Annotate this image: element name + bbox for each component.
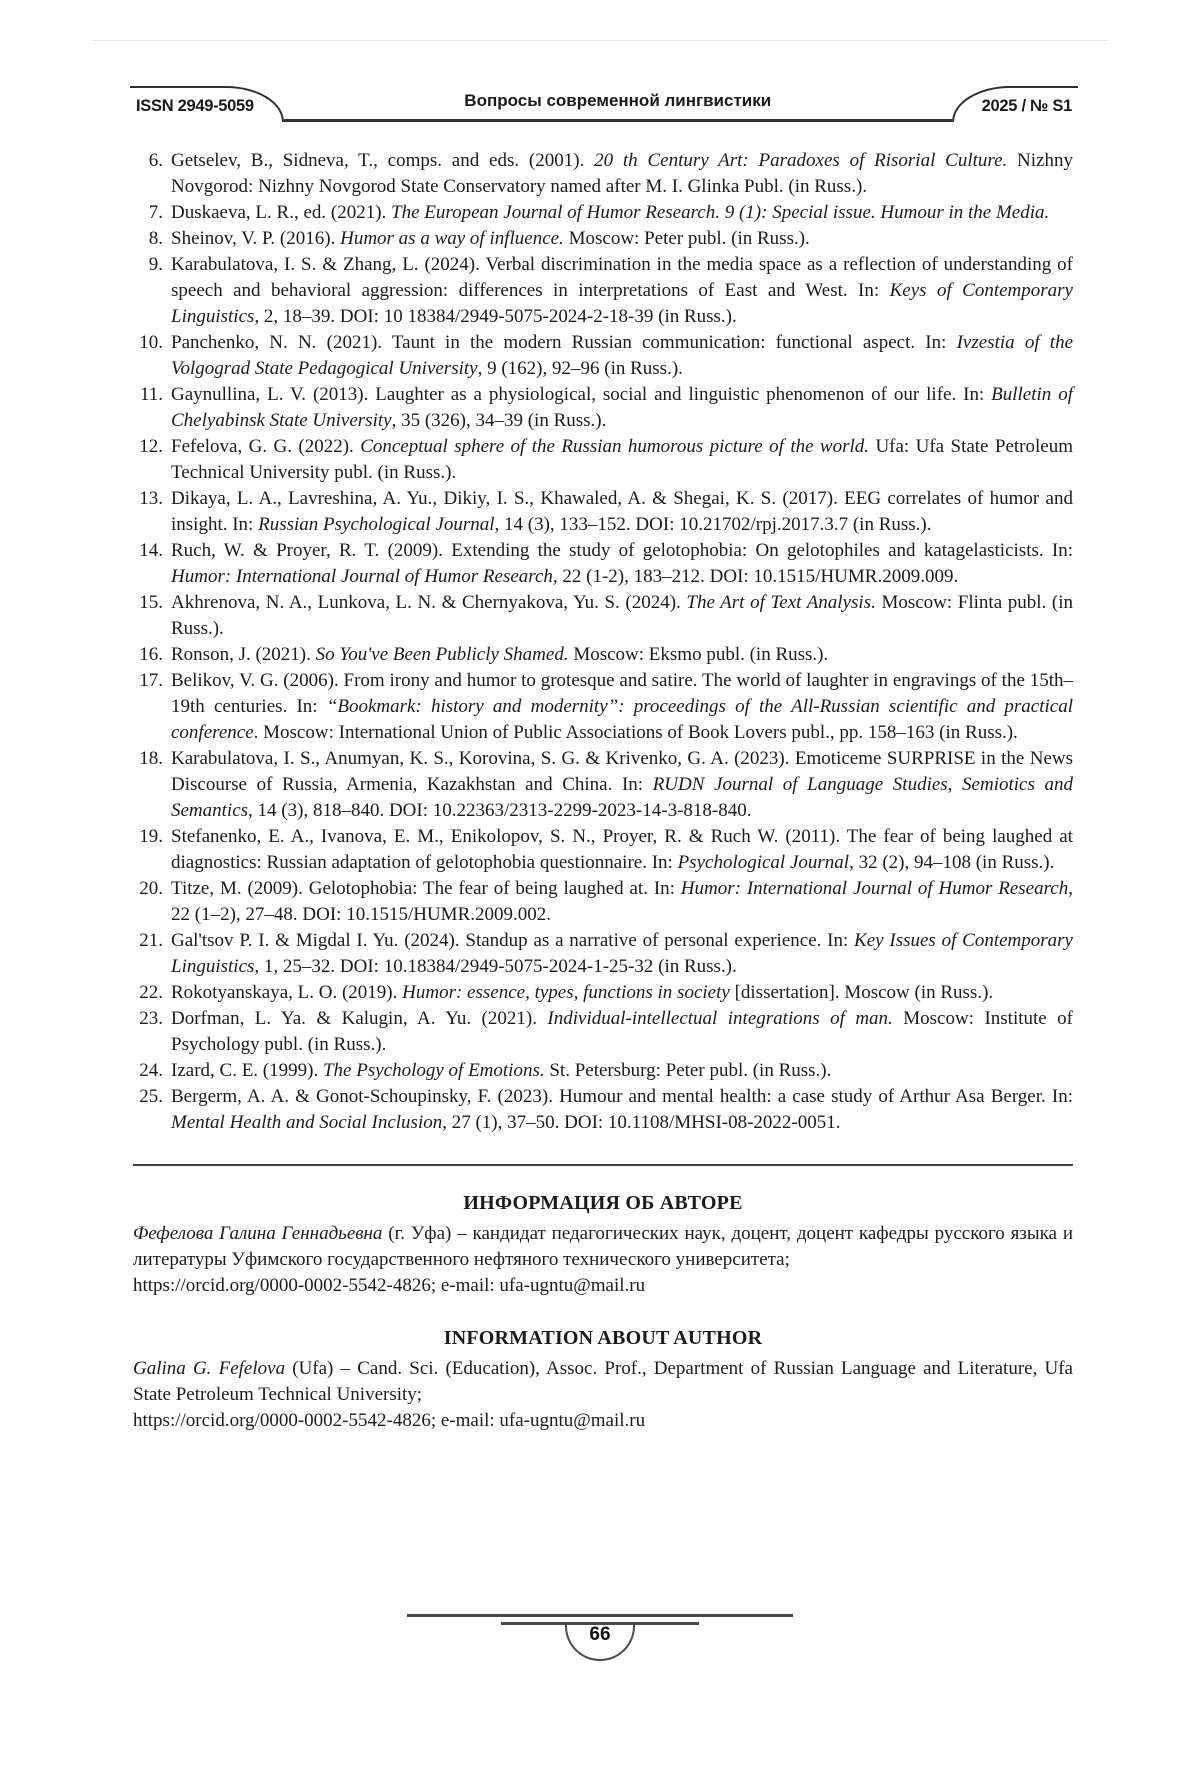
reference-number: 22. bbox=[139, 982, 163, 1003]
page-header bbox=[130, 86, 1078, 122]
reference-text: Bergerm, A. A. & Gonot-Schoupinsky, F. (2023). Humour and mental health: a case study of Arthur Asa Berger. In: Mental Health and Social Inclusion, 27 (1), 37–50. DOI: 10.1108/MHSI-08-2022-0051. bbox=[171, 1086, 1073, 1133]
reference-text: Fefelova, G. G. (2022). Conceptual sphere of the Russian humorous picture of the world. Ufa: Ufa State Petroleum Technical University publ. (in Russ.). bbox=[171, 436, 1073, 483]
reference-number: 11. bbox=[139, 384, 163, 405]
reference-number: 25. bbox=[139, 1086, 163, 1107]
journal-title: Вопросы современной лингвистики bbox=[464, 90, 772, 110]
page-edge-line bbox=[92, 40, 1108, 41]
reference-number: 20. bbox=[139, 878, 163, 899]
reference-text: Akhrenova, N. A., Lunkova, L. N. & Chernyakova, Yu. S. (2024). The Art of Text Analysis. Moscow: Flinta publ. (in Russ.). bbox=[171, 592, 1073, 639]
reference-item bbox=[133, 486, 1073, 538]
footer-line-long bbox=[407, 1614, 793, 1617]
reference-number: 23. bbox=[139, 1008, 163, 1029]
reference-number: 12. bbox=[139, 436, 163, 457]
reference-item bbox=[133, 876, 1073, 928]
reference-text: Karabulatova, I. S. & Zhang, L. (2024). Verbal discrimination in the media space as a reflection of understanding of speech and behavioral aggression: differences in interpretations of East and West. In: Keys of Contemporary Linguistics, 2, 18–39. DOI: 10 18384/2949-5075-2024-2-18-39 (in Russ.). bbox=[171, 254, 1073, 327]
reference-item bbox=[133, 148, 1073, 200]
reference-item bbox=[133, 980, 1073, 1006]
reference-item bbox=[133, 434, 1073, 486]
reference-number: 24. bbox=[139, 1060, 163, 1081]
reference-item bbox=[133, 746, 1073, 824]
author-info-ru-heading: ИНФОРМАЦИЯ ОБ АВТОРЕ bbox=[463, 1192, 743, 1214]
issn-label: ISSN 2949-5059 bbox=[136, 96, 254, 115]
page-footer bbox=[0, 1614, 1200, 1661]
issue-tab bbox=[952, 86, 1078, 122]
reference-item bbox=[133, 1058, 1073, 1084]
reference-item bbox=[133, 668, 1073, 746]
reference-item bbox=[133, 1084, 1073, 1136]
reference-text: Titze, M. (2009). Gelotophobia: The fear of being laughed at. In: Humor: International Journal of Humor Research, 22 (1–2), 27–48. DOI: 10.1515/HUMR.2009.002. bbox=[171, 878, 1073, 925]
reference-item bbox=[133, 200, 1073, 226]
reference-text: Stefanenko, E. A., Ivanova, E. M., Enikolopov, S. N., Proyer, R. & Ruch W. (2011). The fear of being laughed at diagnostics: Russian adaptation of gelotophobia questionnaire. In: Psychological Journal, 32 (2), 94–108 (in Russ.). bbox=[171, 826, 1073, 873]
author-info-en bbox=[133, 1325, 1073, 1434]
reference-number: 8. bbox=[148, 228, 163, 249]
reference-text: Dorfman, L. Ya. & Kalugin, A. Yu. (2021). Individual-intellectual integrations of man. Moscow: Institute of Psychology publ. (in Russ.). bbox=[171, 1008, 1074, 1055]
reference-number: 16. bbox=[139, 644, 163, 665]
reference-text: Gaynullina, L. V. (2013). Laughter as a physiological, social and linguistic phenomenon of our life. In: Bulletin of Chelyabinsk State University, 35 (326), 34–39 (in Russ.). bbox=[171, 384, 1073, 431]
reference-text: Gal'tsov P. I. & Migdal I. Yu. (2024). Standup as a narrative of personal experience. In: Key Issues of Contemporary Linguistics, 1, 25–32. DOI: 10.18384/2949-5075-2024-1-25-32 (in Russ.). bbox=[171, 930, 1073, 977]
page-number-arc bbox=[565, 1623, 635, 1661]
reference-text: Ronson, J. (2021). So You've Been Publicly Shamed. Moscow: Eksmo publ. (in Russ.). bbox=[171, 644, 829, 665]
reference-text: Panchenko, N. N. (2021). Taunt in the modern Russian communication: functional aspect. In: Ivzestia of the Volgograd State Pedagogical University, 9 (162), 92–96 (in Russ.). bbox=[171, 332, 1073, 379]
reference-number: 18. bbox=[139, 748, 163, 769]
reference-item bbox=[133, 642, 1073, 668]
reference-item bbox=[133, 330, 1073, 382]
reference-number: 10. bbox=[139, 332, 163, 353]
author-info-en-heading: INFORMATION ABOUT AUTHOR bbox=[443, 1327, 763, 1349]
author-bio-ru: Фефелова Галина Геннадьевна (г. Уфа) – кандидат педагогических наук, доцент, доцент кафедры русского языка и литературы Уфимского государственного нефтяного технического университета; bbox=[133, 1223, 1073, 1270]
reference-text: Ruch, W. & Proyer, R. T. (2009). Extending the study of gelotophobia: On gelotophiles and katagelasticists. In: Humor: International Journal of Humor Research, 22 (1-2), 183–212. DOI: 10.1515/HUMR.2009.009. bbox=[171, 540, 1073, 587]
reference-item bbox=[133, 538, 1073, 590]
reference-item bbox=[133, 382, 1073, 434]
issue-label: 2025 / № S1 bbox=[981, 96, 1072, 115]
reference-item bbox=[133, 252, 1073, 330]
reference-number: 13. bbox=[139, 488, 163, 509]
reference-number: 21. bbox=[139, 930, 163, 951]
reference-number: 14. bbox=[139, 540, 163, 561]
author-info-ru bbox=[133, 1190, 1073, 1299]
reference-text: Rokotyanskaya, L. O. (2019). Humor: essence, types, functions in society [dissertation]. Moscow (in Russ.). bbox=[171, 982, 994, 1003]
reference-text: Karabulatova, I. S., Anumyan, K. S., Korovina, S. G. & Krivenko, G. A. (2023). Emoticeme SURPRISE in the News Discourse of Russia, Armenia, Kazakhstan and China. In: RUDN Journal of Language Studies, Semiotics and Semantics, 14 (3), 818–840. DOI: 10.22363/2313-2299-2023-14-3-818-840. bbox=[171, 748, 1073, 821]
reference-number: 7. bbox=[148, 202, 163, 223]
reference-item bbox=[133, 824, 1073, 876]
reference-item bbox=[133, 928, 1073, 980]
journal-title-bar bbox=[284, 86, 952, 122]
reference-text: Izard, C. E. (1999). The Psychology of Emotions. St. Petersburg: Peter publ. (in Russ.). bbox=[171, 1060, 832, 1081]
issn-tab bbox=[130, 86, 284, 122]
references-list bbox=[133, 148, 1073, 1136]
reference-text: Belikov, V. G. (2006). From irony and humor to grotesque and satire. The world of laughter in engravings of the 15th–19th centuries. In: “Bookmark: history and modernity”: proceedings of the All-Russian scientific and practical conference. Moscow: International Union of Public Associations of Book Lovers publ., pp. 158–163 (in Russ.). bbox=[171, 670, 1073, 743]
reference-text: Getselev, B., Sidneva, T., comps. and eds. (2001). 20 th Century Art: Paradoxes of Risorial Culture. Nizhny Novgorod: Nizhny Novgorod State Conservatory named after M. I. Glinka Publ. (in Russ.). bbox=[171, 150, 1073, 197]
reference-text: Dikaya, L. A., Lavreshina, A. Yu., Dikiy, I. S., Khawaled, A. & Shegai, K. S. (2017). EEG correlates of humor and insight. In: Russian Psychological Journal, 14 (3), 133–152. DOI: 10.21702/rpj.2017.3.7 (in Russ.). bbox=[171, 488, 1073, 535]
author-contact-en: https://orcid.org/0000-0002-5542-4826; e-mail: ufa-ugntu@mail.ru bbox=[133, 1410, 646, 1431]
reference-number: 19. bbox=[139, 826, 163, 847]
author-bio-en: Galina G. Fefelova (Ufa) – Cand. Sci. (Education), Assoc. Prof., Department of Russian Language and Literature, Ufa State Petroleum Technical University; bbox=[133, 1358, 1073, 1405]
page-number: 66 bbox=[589, 1624, 611, 1645]
reference-number: 6. bbox=[148, 150, 163, 171]
author-contact-ru: https://orcid.org/0000-0002-5542-4826; e-mail: ufa-ugntu@mail.ru bbox=[133, 1275, 646, 1296]
section-divider bbox=[133, 1164, 1073, 1166]
reference-item bbox=[133, 1006, 1073, 1058]
reference-number: 15. bbox=[139, 592, 163, 613]
reference-number: 9. bbox=[148, 254, 163, 275]
reference-number: 17. bbox=[139, 670, 163, 691]
reference-item bbox=[133, 226, 1073, 252]
reference-text: Duskaeva, L. R., ed. (2021). The European Journal of Humor Research. 9 (1): Special issue. Humour in the Media. bbox=[171, 202, 1050, 223]
reference-text: Sheinov, V. P. (2016). Humor as a way of influence. Moscow: Peter publ. (in Russ.). bbox=[171, 228, 810, 249]
reference-item bbox=[133, 590, 1073, 642]
